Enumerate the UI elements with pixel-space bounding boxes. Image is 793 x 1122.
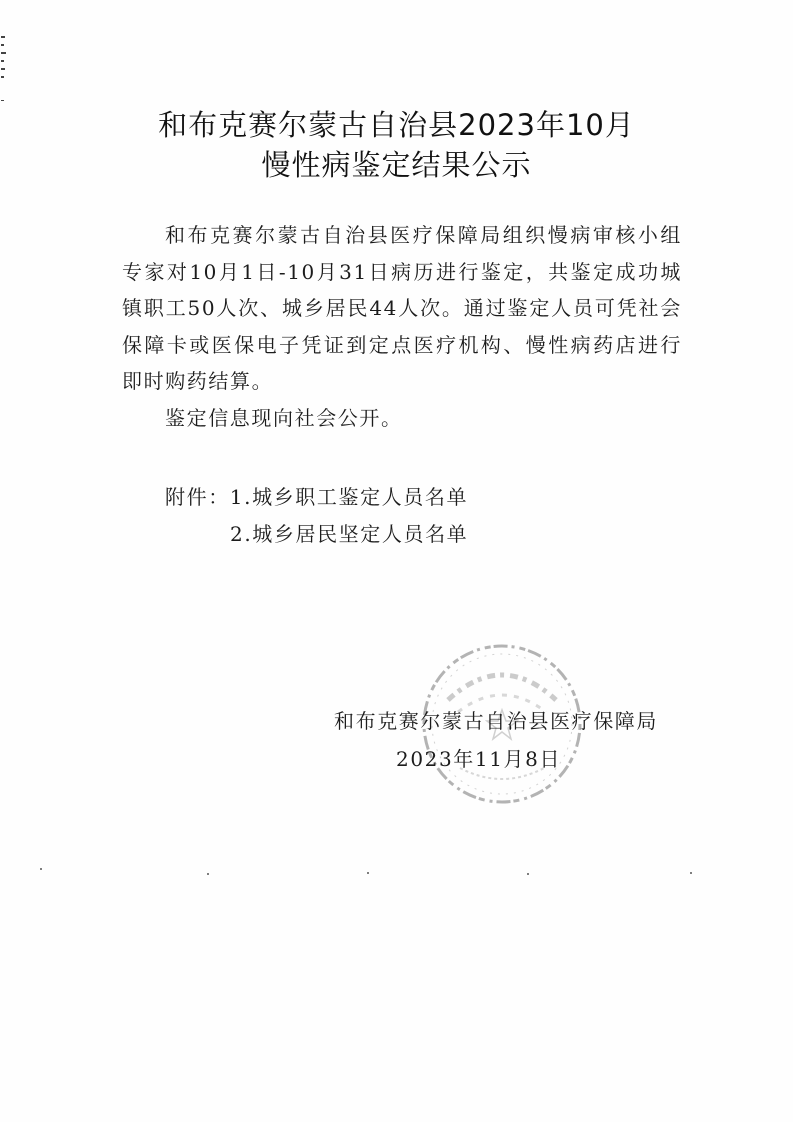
scan-artifact: [1, 76, 4, 78]
attachment-item-1: 附件：1.城乡职工鉴定人员名单: [165, 485, 469, 509]
scan-artifact: [1, 52, 6, 54]
signature-date: 2023年11月8日: [396, 747, 562, 771]
body-paragraph: 和布克赛尔蒙古自治县医疗保障局组织慢病审核小组专家对10月1日-10月31日病历进行鉴定，共鉴定成功城镇职工50人次、城乡居民44人次。通过鉴定人员可凭社会保障卡或医保电子凭证到定点医疗机构、慢性病药店进行即时购药结算。: [122, 223, 682, 393]
scan-artifact: [1, 100, 4, 101]
scan-artifact: [1, 44, 4, 46]
signature-organization: 和布克赛尔蒙古自治县医疗保障局: [334, 709, 658, 733]
scan-artifact: [1, 36, 5, 38]
document-title-line2: 慢性病鉴定结果公示: [261, 148, 532, 182]
disclosure-paragraph: 鉴定信息现向社会公开。: [165, 406, 403, 430]
scan-artifact: [1, 68, 5, 70]
attachment-item-2: 2.城乡居民坚定人员名单: [230, 522, 469, 546]
document-title-line1: 和布克赛尔蒙古自治县2023年10月: [158, 108, 635, 142]
scan-artifact: [1, 60, 4, 62]
